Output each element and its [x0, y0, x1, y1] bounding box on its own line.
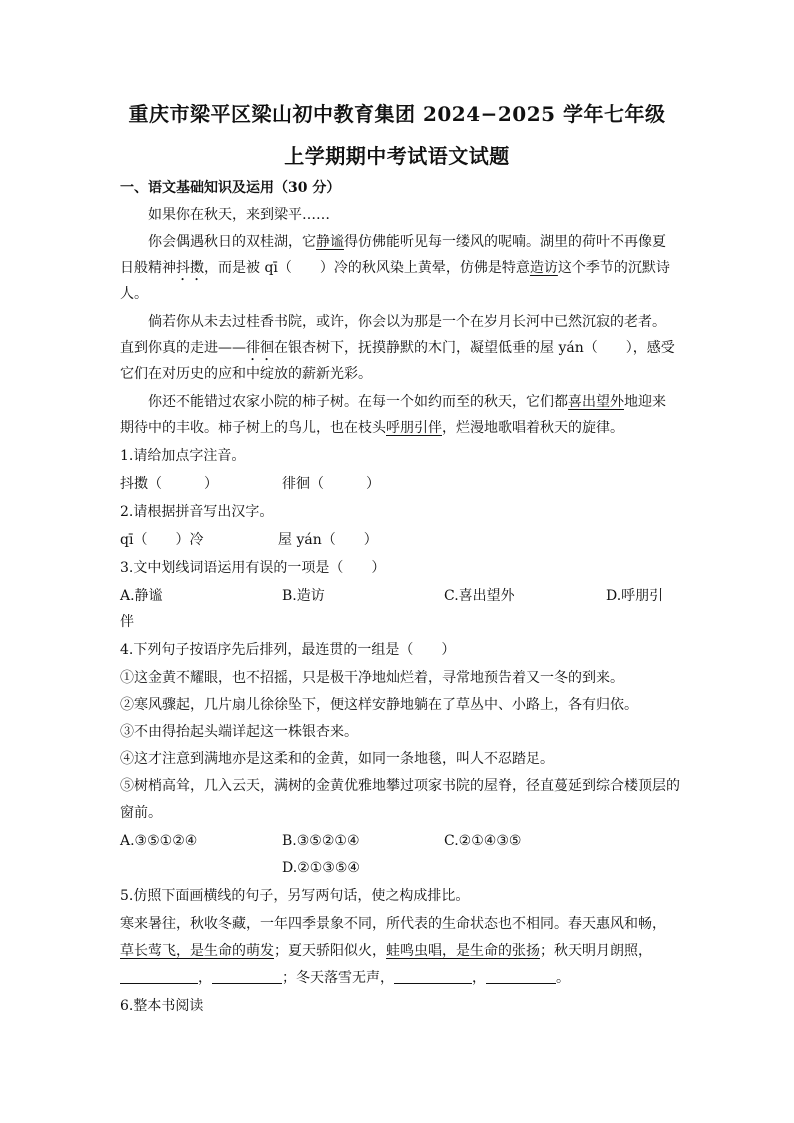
- p2-text-b: 在银杏树下，抚摸静默的木门，凝望低垂的屋 yán（ ），感受: [274, 340, 675, 356]
- paragraph-line: [120, 418, 680, 438]
- p1-text-b: 得仿佛能听见每一缕风的呢喃。湖里的荷叶不再像夏: [344, 234, 666, 250]
- paragraph-line: [120, 338, 680, 364]
- sentence-item: ⑤树梢高耸，几入云天，满树的金黄优雅地攀过项家书院的屋脊，径直蔓延到综合楼顶层的: [120, 778, 680, 794]
- question-1-stem: 1.请给加点字注音。: [120, 448, 246, 464]
- sentence-item: ④这才注意到满地亦是这柔和的金黄，如同一条地毯，叫人不忍踏足。: [120, 751, 554, 767]
- paragraph-line: 人。: [120, 286, 148, 302]
- exam-title-line1: 重庆市梁平区梁山初中教育集团 2024−2025 学年七年级: [128, 102, 666, 126]
- p2-text-a: 直到你真的走进——: [120, 340, 246, 356]
- option-c[interactable]: C.②①④③⑤: [444, 833, 522, 849]
- question-2-blank-a[interactable]: qī（ ）冷: [120, 532, 204, 548]
- q5-end: 。: [556, 970, 570, 986]
- question-2-blank-b[interactable]: 屋 yán（ ）: [278, 532, 378, 548]
- paragraph-line: 它们在对历史的应和中绽放的薪新光彩。: [120, 366, 372, 382]
- q5-mid-text: ；冬天落雪无声，: [282, 970, 394, 986]
- sentence-item: 窗前。: [120, 805, 162, 821]
- option-a[interactable]: A.③⑤①②④: [120, 833, 198, 849]
- question-4-stem: 4.下列句子按语序先后排列，最连贯的一组是（ ）: [120, 642, 456, 658]
- option-d[interactable]: D.呼朋引: [606, 588, 664, 604]
- p3-text-a: 你还不能错过农家小院的柿子树。在每一个如约而至的秋天，它们都: [148, 394, 568, 410]
- p3-text-c: 期待中的丰收。柿子树上的鸟儿，也在枝头: [120, 420, 386, 436]
- paragraph-line: [120, 392, 708, 412]
- question-2-stem: 2.请根据拼音写出汉字。: [120, 504, 274, 520]
- p1-text-e: 这个季节的沉默诗: [557, 260, 670, 276]
- option-a[interactable]: A.静谧: [120, 588, 163, 604]
- paragraph-line: 寒来暑往，秋收冬藏，一年四季景象不同，所代表的生命状态也不相同。春天惠风和畅，: [120, 916, 666, 932]
- underlined-sentence-spring: 草长莺飞，是生命的萌发: [120, 943, 274, 959]
- sentence-item: ②寒风骤起，几片扇儿徐徐坠下，便这样安静地躺在了草丛中、小路上，各有归依。: [120, 697, 638, 713]
- underlined-word-xichuwangwai: 喜出望外: [568, 394, 624, 410]
- p3-text-b: 地迎来: [624, 394, 666, 410]
- p1-text-d: ，而是被 qī（ ）冷的秋风染上黄晕，仿佛是特意: [204, 260, 530, 276]
- dotted-word-paihuai: 徘徊: [246, 340, 274, 356]
- option-d-wrap: 伴: [120, 614, 134, 630]
- exam-title-line2: 上学期期中考试语文试题: [284, 144, 510, 168]
- underlined-sentence-summer: 蛙鸣虫唱，是生命的张扬: [386, 943, 540, 959]
- section-heading: 一、语文基础知识及运用（30 分）: [120, 180, 341, 196]
- paragraph-line: [120, 232, 708, 252]
- paragraph-line: [120, 941, 680, 961]
- q5-sep: ，: [198, 970, 212, 986]
- answer-blank[interactable]: [486, 969, 556, 984]
- option-b[interactable]: B.③⑤②①④: [282, 833, 360, 849]
- sentence-item: ③不由得抬起头端详起这一株银杏来。: [120, 724, 358, 740]
- question-3-stem: 3.文中划线词语运用有误的一项是（ ）: [120, 560, 386, 576]
- p1-text-a: 你会偶遇秋日的双桂湖，它: [148, 234, 316, 250]
- answer-blank[interactable]: [120, 969, 198, 984]
- intro-line: 如果你在秋天，来到梁平……: [148, 207, 330, 223]
- underlined-word-zaofang: 造访: [529, 260, 558, 276]
- sentence-item: ①这金黄不耀眼，也不招摇，只是极干净地灿烂着，寻常地预告着又一冬的到来。: [120, 670, 624, 686]
- dotted-word-dousou: 抖擞: [176, 260, 204, 276]
- p3-text-d: ，烂漫地歌唱着秋天的旋律。: [442, 420, 624, 436]
- underlined-word-jingmi: 静谧: [316, 234, 344, 250]
- question-5-stem: 5.仿照下面画横线的句子，另写两句话，使之构成排比。: [120, 888, 470, 904]
- answer-blank[interactable]: [394, 969, 472, 984]
- paragraph-line: [120, 258, 680, 284]
- question-1-blank-a[interactable]: 抖擞（ ）: [120, 476, 218, 492]
- q5-mid-text: ；夏天骄阳似火，: [274, 943, 386, 959]
- underlined-word-hupengyinban: 呼朋引伴: [386, 420, 442, 436]
- option-c[interactable]: C.喜出望外: [444, 588, 515, 604]
- q5-sep: ，: [472, 970, 486, 986]
- option-d[interactable]: D.②①③⑤④: [282, 860, 360, 876]
- q5-mid-text: ；秋天明月朗照，: [540, 943, 652, 959]
- p1-text-c: 日般精神: [120, 260, 176, 276]
- option-b[interactable]: B.造访: [282, 588, 325, 604]
- answer-blank[interactable]: [212, 969, 282, 984]
- question-1-blank-b[interactable]: 徘徊（ ）: [282, 476, 380, 492]
- paragraph-line: 倘若你从未去过桂香书院，或许，你会以为那是一个在岁月长河中已然沉寂的老者。: [148, 314, 666, 330]
- paragraph-line: [120, 968, 680, 988]
- question-6-stem: 6.整本书阅读: [120, 998, 204, 1014]
